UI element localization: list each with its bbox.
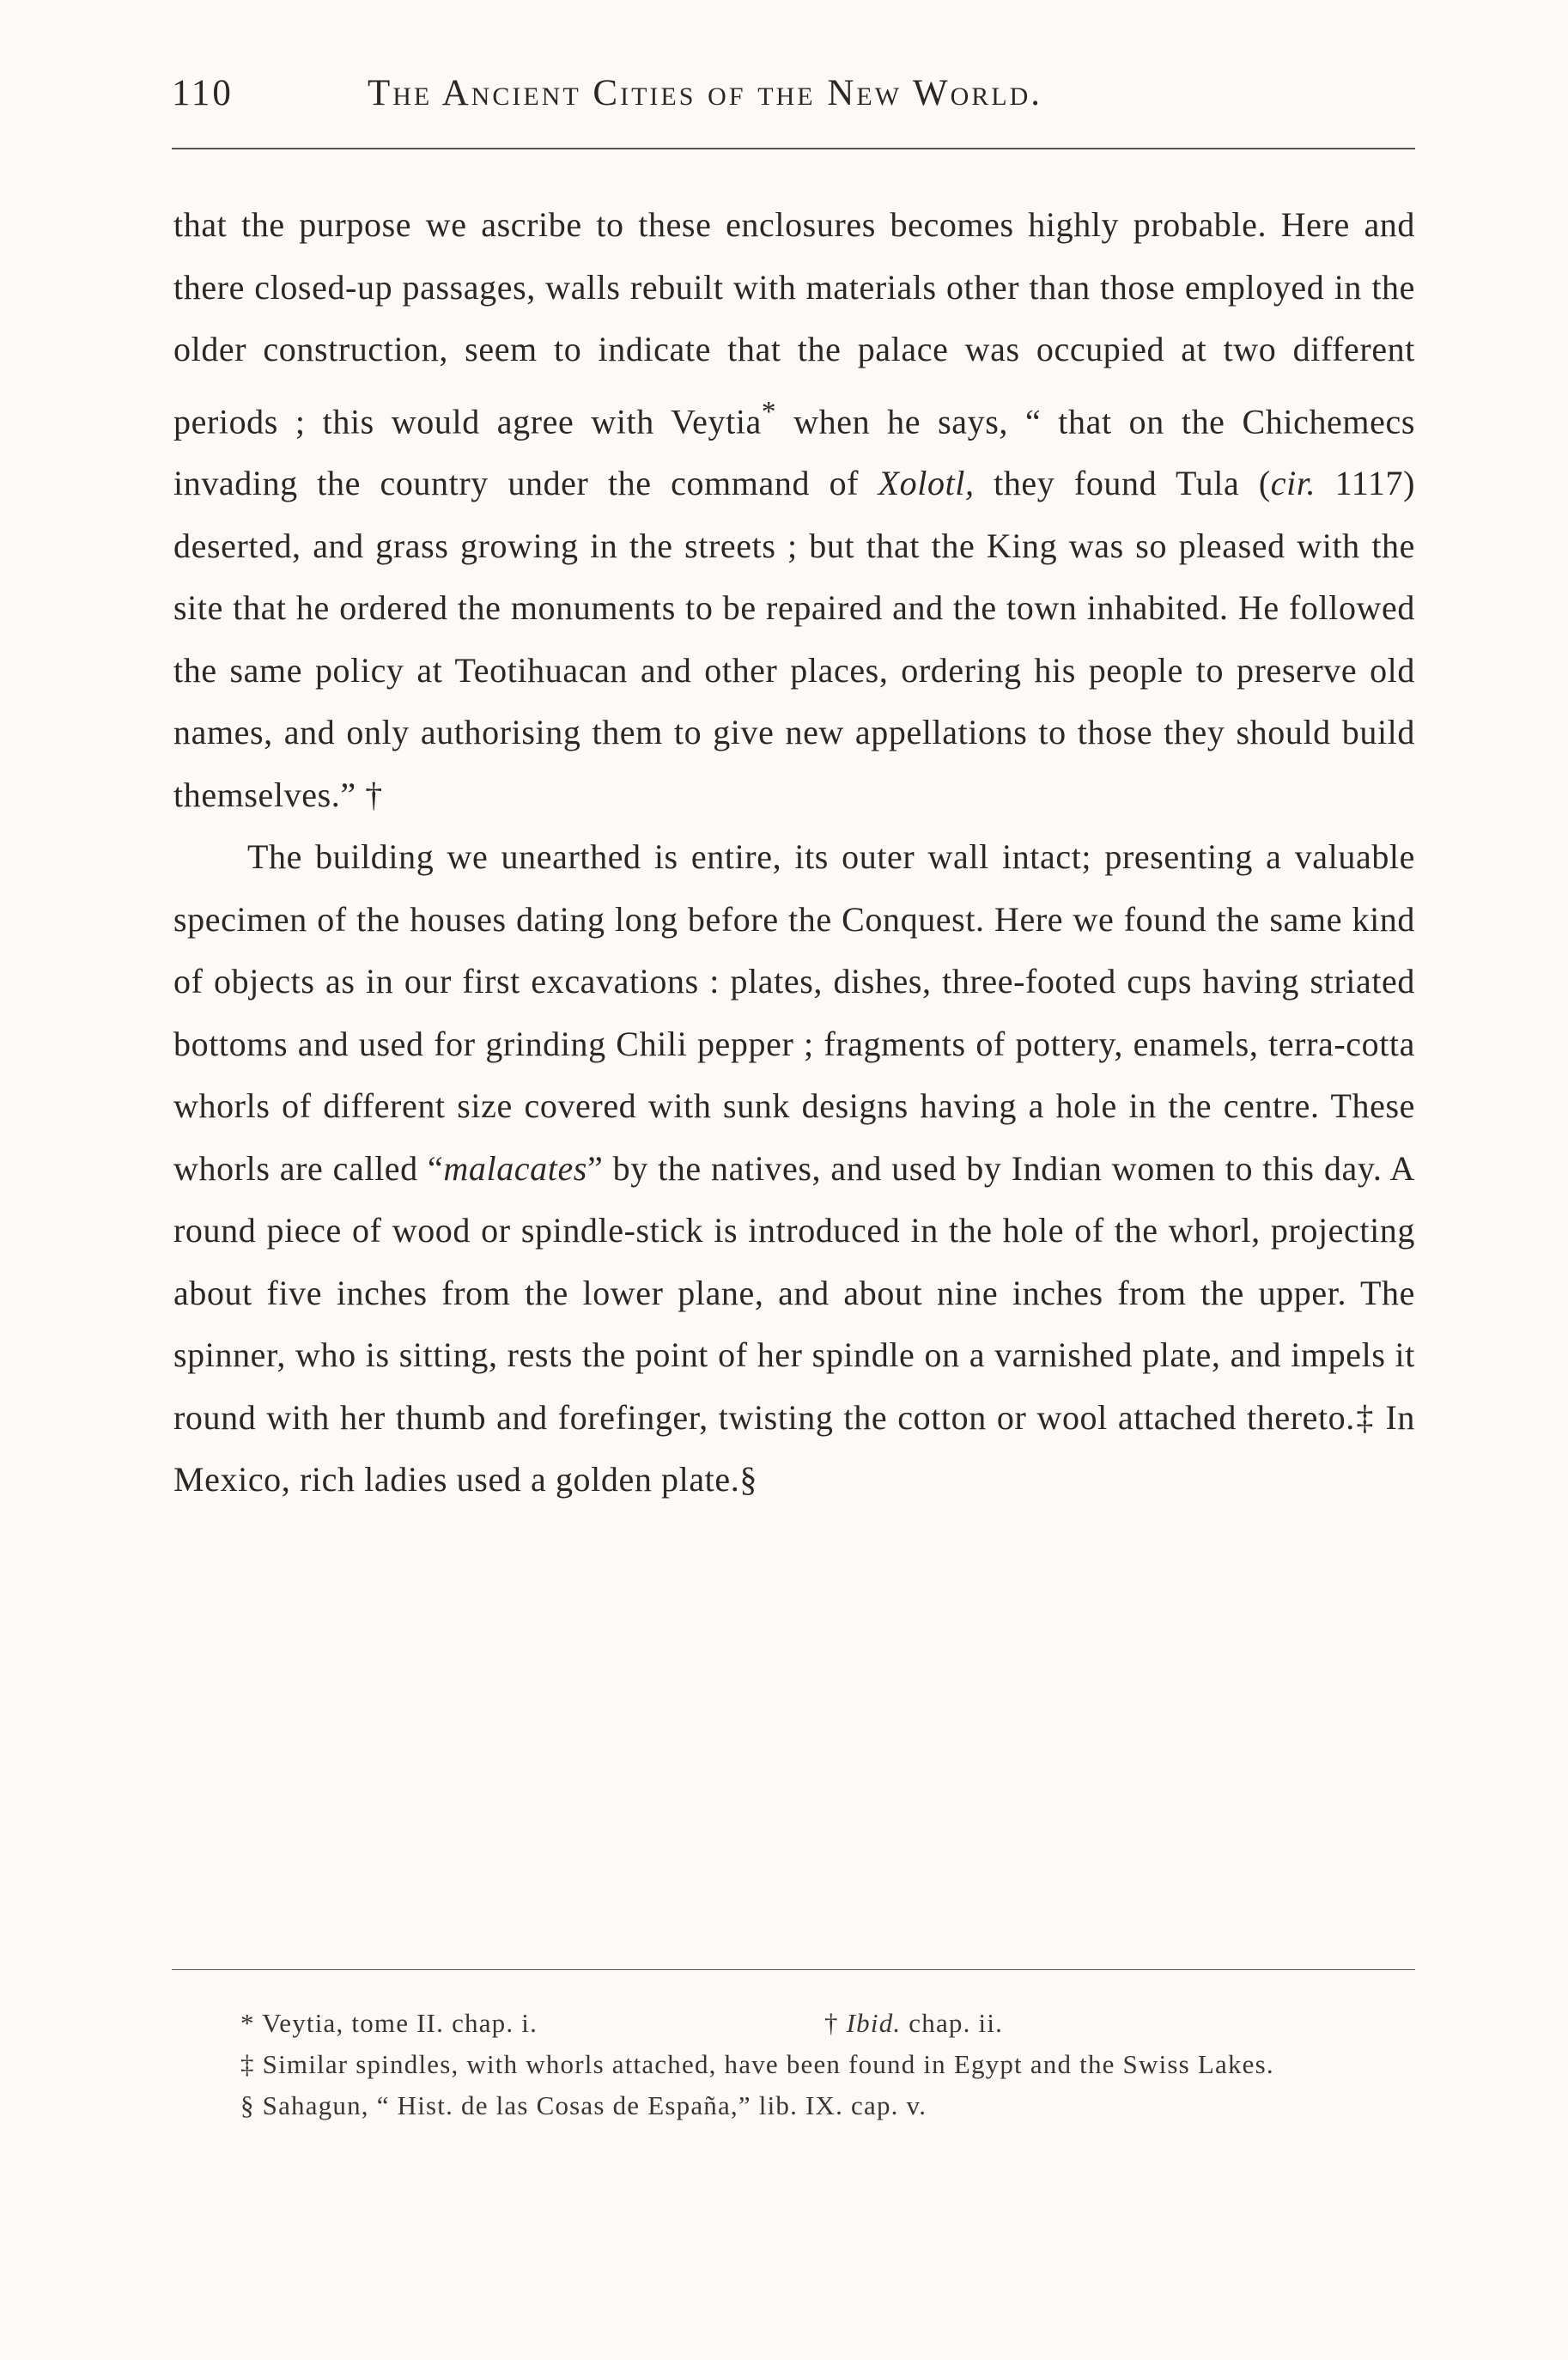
p1-text-c: they found Tula ( [974,464,1271,503]
paragraph-2 [173,826,1415,1511]
footnote-2 [824,2003,1003,2044]
footnote-2-ibid: Ibid. [846,2008,902,2038]
paragraph-1 [173,194,1415,826]
p1-text-a: that the purpose we ascribe to these enclosures becomes highly probable. Here and there closed-up passages, walls rebuilt with materials other than those employed in the older construction, seem to indicate that the palace was occupied at two different periods ; this would agree with Veytia [173,205,1415,441]
footnote-3: ‡ Similar spindles, with whorls attached, have been found in Egypt and the Swiss Lakes. [240,2049,1274,2079]
footnote-ref-1: * [761,395,777,428]
malacates-italic: malacates [443,1148,587,1188]
footnote-1: * Veytia, tome II. chap. i. [240,2008,538,2038]
footnote-ref-3: ‡ [1354,1397,1376,1437]
footnotes [173,2003,1415,2126]
footnote-row-1 [173,2003,1415,2044]
footnote-2-rest: chap. ii. [901,2008,1004,2038]
page-number: 110 [172,73,234,113]
xolotl-italic: Xolotl, [878,464,975,503]
header-rule [172,148,1415,149]
p2-text-b: ” by the natives, and used by Indian women to this day. A round piece of wood or spindle-stick is introduced in the hole of the whorl, projecting about five inches from the lower plane, and about nine inches from the upper. The spinner, who is sitting, rests the point of her spindle on a varnished plate, and impels it round with her thumb and forefinger, twisting the cotton or wool attached thereto. [173,1148,1415,1437]
footnote-rule [172,1969,1415,1970]
p1-text-b: when he says, “ that on the Chichemecs invading the country under the command of [173,401,1415,503]
p2-text-c: In Mexico, rich ladies used a golden plate. [173,1397,1416,1499]
body-text [173,194,1415,1511]
footnote-ref-2: † [356,775,383,814]
footnote-4: § Sahagun, “ Hist. de las Cosas de España,” lib. IX. cap. v. [240,2090,927,2120]
footnote-ref-4: § [739,1460,757,1499]
footnote-2-mark: † [824,2008,847,2038]
p1-text-d: 1117) deserted, and grass growing in the streets ; but that the King was so pleased with the site that he ordered the monuments to be repaired and the town inhabited. He followed the same policy at Teotihuacan and other places, ordering his people to preserve old names, and only authorising them to give new appellations to those they should build themselves.” [173,464,1416,814]
cir-italic: cir. [1270,464,1316,503]
running-title: The Ancient Cities of the New World. [368,73,1042,113]
p2-text-a: The building we unearthed is entire, its outer wall intact; presenting a valuable specimen of the houses dating long before the Conquest. Here we found the same kind of objects as in our first excavations : plates, dishes, three-footed cups having striated bottoms and used for grinding Chili pepper ; fragments of pottery, enamels, terra-cotta whorls of different size covered with sunk designs having a hole in the centre. These whorls are called “ [173,837,1415,1188]
